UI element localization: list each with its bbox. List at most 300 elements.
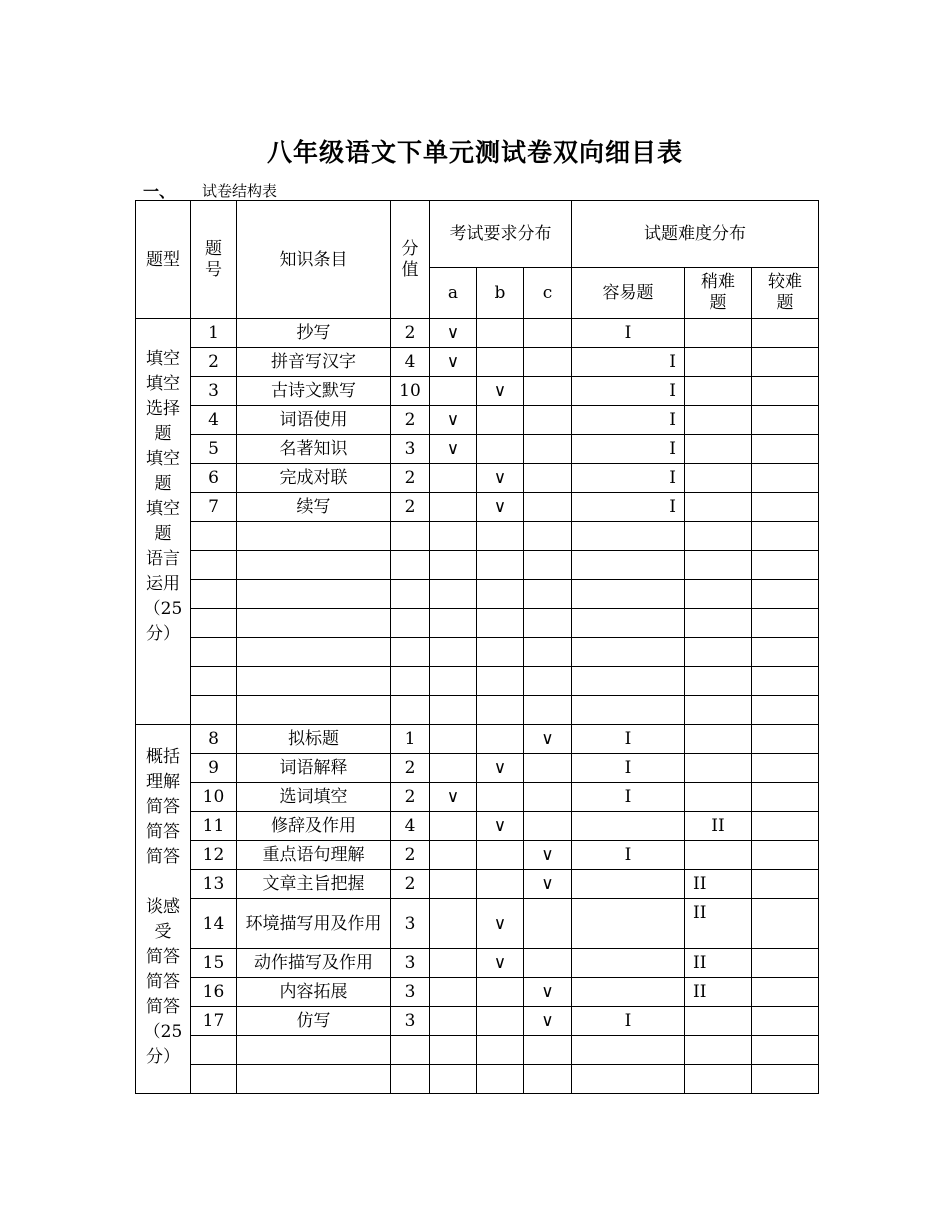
- difficulty-easy: I: [572, 377, 685, 406]
- difficulty-hard: [752, 493, 819, 522]
- empty-cell: [752, 1036, 819, 1065]
- empty-cell: [752, 696, 819, 725]
- empty-cell: [752, 522, 819, 551]
- table-row: [136, 377, 819, 406]
- header-hard: [752, 268, 819, 319]
- req-a-mark: ∨: [430, 348, 477, 377]
- category-line: 简答: [146, 847, 180, 867]
- empty-cell: [430, 580, 477, 609]
- table-row: [136, 783, 819, 812]
- empty-cell: [191, 580, 237, 609]
- category-line: 受: [154, 922, 172, 942]
- difficulty-easy: I: [572, 319, 685, 348]
- req-b-mark: ∨: [477, 812, 524, 841]
- difficulty-easy: I: [572, 841, 685, 870]
- question-number: 7: [191, 493, 237, 522]
- req-c-mark: ∨: [524, 1007, 572, 1036]
- req-a-mark: [430, 464, 477, 493]
- empty-cell: [391, 696, 430, 725]
- empty-cell: [572, 551, 685, 580]
- question-number: 10: [191, 783, 237, 812]
- header-score-text: 分值: [401, 238, 419, 280]
- difficulty-medium: [685, 377, 752, 406]
- difficulty-easy: I: [572, 1007, 685, 1036]
- req-c-mark: ∨: [524, 978, 572, 1007]
- empty-cell: [237, 1065, 391, 1094]
- difficulty-medium: II: [685, 812, 752, 841]
- difficulty-hard: [752, 841, 819, 870]
- difficulty-easy: I: [572, 406, 685, 435]
- table-row: [136, 899, 819, 949]
- empty-cell: [524, 638, 572, 667]
- difficulty-hard: [752, 783, 819, 812]
- empty-cell: [191, 1065, 237, 1094]
- question-number: 1: [191, 319, 237, 348]
- question-number: 12: [191, 841, 237, 870]
- difficulty-hard: [752, 812, 819, 841]
- difficulty-hard: [752, 319, 819, 348]
- req-b-mark: [477, 725, 524, 754]
- question-number: 16: [191, 978, 237, 1007]
- difficulty-medium: [685, 435, 752, 464]
- category-line: （25: [143, 1022, 183, 1042]
- category-line: 概括: [146, 747, 180, 767]
- category-line: [136, 870, 190, 895]
- score-value: 10: [391, 377, 430, 406]
- difficulty-easy: [572, 949, 685, 978]
- header-medium: [685, 268, 752, 319]
- question-number: 11: [191, 812, 237, 841]
- empty-cell: [572, 580, 685, 609]
- req-a-mark: [430, 978, 477, 1007]
- category-line: 填空: [146, 499, 180, 519]
- req-c-mark: [524, 406, 572, 435]
- empty-cell: [430, 667, 477, 696]
- knowledge-item: 动作描写及作用: [237, 949, 391, 978]
- question-number: 3: [191, 377, 237, 406]
- difficulty-hard: [752, 406, 819, 435]
- req-b-mark: ∨: [477, 464, 524, 493]
- empty-cell: [391, 580, 430, 609]
- question-number: 15: [191, 949, 237, 978]
- difficulty-hard: [752, 464, 819, 493]
- category-line: （25: [143, 599, 183, 619]
- difficulty-medium: [685, 1007, 752, 1036]
- knowledge-item: 修辞及作用: [237, 812, 391, 841]
- table-row: [136, 348, 819, 377]
- score-value: 3: [391, 949, 430, 978]
- empty-cell: [572, 1065, 685, 1094]
- req-a-mark: [430, 493, 477, 522]
- difficulty-medium: [685, 464, 752, 493]
- req-b-mark: [477, 870, 524, 899]
- empty-cell: [430, 696, 477, 725]
- table-row-empty: [136, 1036, 819, 1065]
- score-value: 2: [391, 870, 430, 899]
- knowledge-item: 重点语句理解: [237, 841, 391, 870]
- empty-cell: [752, 551, 819, 580]
- header-medium-text: 稍难题: [701, 272, 735, 313]
- difficulty-easy: I: [572, 754, 685, 783]
- question-number: 8: [191, 725, 237, 754]
- empty-cell: [572, 696, 685, 725]
- header-type: 题型: [136, 201, 191, 319]
- difficulty-easy: [572, 899, 685, 949]
- req-a-mark: [430, 754, 477, 783]
- empty-cell: [685, 1036, 752, 1065]
- difficulty-medium: II: [685, 949, 752, 978]
- difficulty-hard: [752, 754, 819, 783]
- empty-cell: [237, 551, 391, 580]
- score-value: 2: [391, 841, 430, 870]
- category-line: 填空: [146, 449, 180, 469]
- header-score: [391, 201, 430, 319]
- empty-cell: [237, 609, 391, 638]
- difficulty-hard: [752, 870, 819, 899]
- empty-cell: [685, 696, 752, 725]
- category-line: 题: [154, 474, 172, 494]
- category-line: 简答: [146, 972, 180, 992]
- empty-cell: [524, 580, 572, 609]
- empty-cell: [524, 1036, 572, 1065]
- table-row-empty: [136, 580, 819, 609]
- empty-cell: [477, 551, 524, 580]
- req-b-mark: [477, 406, 524, 435]
- empty-cell: [477, 638, 524, 667]
- score-value: 3: [391, 1007, 430, 1036]
- empty-cell: [524, 609, 572, 638]
- difficulty-medium: [685, 841, 752, 870]
- score-value: 2: [391, 319, 430, 348]
- difficulty-hard: [752, 899, 819, 949]
- header-b: b: [477, 268, 524, 319]
- difficulty-easy: I: [572, 464, 685, 493]
- empty-cell: [524, 522, 572, 551]
- empty-cell: [237, 1036, 391, 1065]
- empty-cell: [572, 522, 685, 551]
- question-number: 2: [191, 348, 237, 377]
- difficulty-medium: [685, 406, 752, 435]
- req-c-mark: [524, 493, 572, 522]
- empty-cell: [524, 667, 572, 696]
- empty-cell: [524, 551, 572, 580]
- score-value: 4: [391, 348, 430, 377]
- empty-cell: [191, 696, 237, 725]
- empty-cell: [477, 580, 524, 609]
- empty-cell: [430, 609, 477, 638]
- req-a-mark: ∨: [430, 406, 477, 435]
- empty-cell: [237, 667, 391, 696]
- question-number: 17: [191, 1007, 237, 1036]
- category-line: 填空: [146, 374, 180, 394]
- req-c-mark: ∨: [524, 870, 572, 899]
- difficulty-easy: [572, 978, 685, 1007]
- header-easy: 容易题: [572, 268, 685, 319]
- empty-cell: [191, 609, 237, 638]
- difficulty-easy: I: [572, 348, 685, 377]
- req-a-mark: [430, 899, 477, 949]
- req-a-mark: [430, 377, 477, 406]
- empty-cell: [191, 522, 237, 551]
- score-value: 3: [391, 899, 430, 949]
- table-row: [136, 493, 819, 522]
- header-question-number: [191, 201, 237, 319]
- difficulty-hard: [752, 725, 819, 754]
- knowledge-item: 文章主旨把握: [237, 870, 391, 899]
- knowledge-item: 词语使用: [237, 406, 391, 435]
- req-c-mark: [524, 949, 572, 978]
- empty-cell: [191, 551, 237, 580]
- knowledge-item: 内容拓展: [237, 978, 391, 1007]
- empty-cell: [572, 1036, 685, 1065]
- category-line: 运用: [146, 574, 180, 594]
- empty-cell: [391, 609, 430, 638]
- table-row-empty: [136, 1065, 819, 1094]
- table-row-empty: [136, 696, 819, 725]
- req-a-mark: ∨: [430, 783, 477, 812]
- knowledge-item: 词语解释: [237, 754, 391, 783]
- req-a-mark: [430, 841, 477, 870]
- header-knowledge-item: 知识条目: [237, 201, 391, 319]
- category-language-use: [136, 319, 191, 725]
- category-line: 题: [154, 524, 172, 544]
- req-a-mark: [430, 1007, 477, 1036]
- difficulty-easy: [572, 870, 685, 899]
- req-a-mark: [430, 812, 477, 841]
- req-b-mark: [477, 435, 524, 464]
- category-line: 语言: [146, 549, 180, 569]
- req-b-mark: ∨: [477, 899, 524, 949]
- category-line: 简答: [146, 947, 180, 967]
- empty-cell: [430, 551, 477, 580]
- req-c-mark: [524, 319, 572, 348]
- knowledge-item: 完成对联: [237, 464, 391, 493]
- empty-cell: [477, 1065, 524, 1094]
- category-line: 分）: [146, 1047, 180, 1067]
- question-number: 6: [191, 464, 237, 493]
- empty-cell: [191, 1036, 237, 1065]
- table-row-empty: [136, 638, 819, 667]
- empty-cell: [572, 638, 685, 667]
- knowledge-item: 古诗文默写: [237, 377, 391, 406]
- table-row-empty: [136, 522, 819, 551]
- empty-cell: [391, 1036, 430, 1065]
- empty-cell: [237, 522, 391, 551]
- score-value: 2: [391, 754, 430, 783]
- req-c-mark: [524, 435, 572, 464]
- difficulty-medium: [685, 493, 752, 522]
- empty-cell: [685, 667, 752, 696]
- empty-cell: [237, 638, 391, 667]
- difficulty-medium: II: [685, 870, 752, 899]
- knowledge-item: 抄写: [237, 319, 391, 348]
- difficulty-easy: I: [572, 783, 685, 812]
- difficulty-medium: [685, 725, 752, 754]
- difficulty-hard: [752, 377, 819, 406]
- req-a-mark: ∨: [430, 435, 477, 464]
- difficulty-hard: [752, 1007, 819, 1036]
- req-b-mark: ∨: [477, 949, 524, 978]
- table-row-empty: [136, 609, 819, 638]
- req-c-mark: [524, 812, 572, 841]
- table-row-empty: [136, 667, 819, 696]
- req-c-mark: [524, 783, 572, 812]
- score-value: 3: [391, 978, 430, 1007]
- req-b-mark: [477, 1007, 524, 1036]
- empty-cell: [752, 1065, 819, 1094]
- score-value: 4: [391, 812, 430, 841]
- empty-cell: [191, 638, 237, 667]
- empty-cell: [477, 667, 524, 696]
- empty-cell: [685, 551, 752, 580]
- document-title: 八年级语文下单元测试卷双向细目表: [266, 138, 683, 167]
- question-number: 5: [191, 435, 237, 464]
- empty-cell: [685, 609, 752, 638]
- empty-cell: [685, 1065, 752, 1094]
- category-line: 简答: [146, 997, 180, 1017]
- req-a-mark: [430, 725, 477, 754]
- knowledge-item: 拼音写汉字: [237, 348, 391, 377]
- category-line: 题: [154, 424, 172, 444]
- difficulty-easy: I: [572, 725, 685, 754]
- knowledge-item: 续写: [237, 493, 391, 522]
- category-line: 填空: [146, 349, 180, 369]
- difficulty-medium: [685, 783, 752, 812]
- difficulty-hard: [752, 978, 819, 1007]
- difficulty-hard: [752, 435, 819, 464]
- difficulty-easy: I: [572, 493, 685, 522]
- section-title: 试卷结构表: [202, 182, 278, 200]
- knowledge-item: 选词填空: [237, 783, 391, 812]
- score-value: 2: [391, 406, 430, 435]
- knowledge-item: 仿写: [237, 1007, 391, 1036]
- knowledge-item: 拟标题: [237, 725, 391, 754]
- empty-cell: [477, 609, 524, 638]
- empty-cell: [237, 696, 391, 725]
- req-a-mark: ∨: [430, 319, 477, 348]
- req-b-mark: ∨: [477, 754, 524, 783]
- empty-cell: [430, 638, 477, 667]
- req-c-mark: ∨: [524, 841, 572, 870]
- empty-cell: [430, 1065, 477, 1094]
- empty-cell: [524, 1065, 572, 1094]
- header-a: a: [430, 268, 477, 319]
- empty-cell: [391, 1065, 430, 1094]
- req-b-mark: [477, 783, 524, 812]
- question-number: 4: [191, 406, 237, 435]
- table-row: [136, 464, 819, 493]
- table-row: [136, 1007, 819, 1036]
- table-row: [136, 319, 819, 348]
- score-value: 2: [391, 464, 430, 493]
- difficulty-easy: [572, 812, 685, 841]
- table-row: [136, 841, 819, 870]
- empty-cell: [391, 551, 430, 580]
- empty-cell: [237, 580, 391, 609]
- knowledge-item: 名著知识: [237, 435, 391, 464]
- empty-cell: [430, 1036, 477, 1065]
- section-number: 一、: [143, 182, 176, 201]
- req-c-mark: ∨: [524, 725, 572, 754]
- table-row: [136, 406, 819, 435]
- empty-cell: [477, 1036, 524, 1065]
- empty-cell: [752, 609, 819, 638]
- table-row: [136, 949, 819, 978]
- req-b-mark: [477, 978, 524, 1007]
- req-c-mark: [524, 348, 572, 377]
- req-b-mark: [477, 348, 524, 377]
- table-row: [136, 725, 819, 754]
- score-value: 3: [391, 435, 430, 464]
- difficulty-medium: [685, 319, 752, 348]
- empty-cell: [752, 580, 819, 609]
- req-b-mark: ∨: [477, 493, 524, 522]
- question-number: 9: [191, 754, 237, 783]
- req-b-mark: [477, 319, 524, 348]
- req-c-mark: [524, 377, 572, 406]
- header-c: c: [524, 268, 572, 319]
- difficulty-medium: II: [685, 978, 752, 1007]
- table-row-empty: [136, 551, 819, 580]
- category-line: 谈感: [146, 897, 180, 917]
- difficulty-medium: [685, 754, 752, 783]
- empty-cell: [752, 667, 819, 696]
- empty-cell: [391, 638, 430, 667]
- question-number: 13: [191, 870, 237, 899]
- category-line: 简答: [146, 797, 180, 817]
- score-value: 2: [391, 783, 430, 812]
- header-difficulty: 试题难度分布: [572, 201, 819, 268]
- empty-cell: [752, 638, 819, 667]
- empty-cell: [524, 696, 572, 725]
- table-row: [136, 870, 819, 899]
- question-number: 14: [191, 899, 237, 949]
- req-b-mark: [477, 841, 524, 870]
- score-value: 2: [391, 493, 430, 522]
- structure-table: [135, 200, 819, 1094]
- req-c-mark: [524, 899, 572, 949]
- category-line: 分）: [146, 624, 180, 644]
- category-line: 选择: [146, 399, 180, 419]
- table-row: [136, 812, 819, 841]
- req-c-mark: [524, 464, 572, 493]
- empty-cell: [477, 522, 524, 551]
- req-a-mark: [430, 949, 477, 978]
- category-line: 简答: [146, 822, 180, 842]
- empty-cell: [685, 638, 752, 667]
- empty-cell: [391, 522, 430, 551]
- empty-cell: [572, 609, 685, 638]
- empty-cell: [430, 522, 477, 551]
- category-line: 理解: [146, 772, 180, 792]
- empty-cell: [685, 580, 752, 609]
- req-c-mark: [524, 754, 572, 783]
- empty-cell: [685, 522, 752, 551]
- difficulty-medium: [685, 348, 752, 377]
- difficulty-easy: I: [572, 435, 685, 464]
- header-requirement: 考试要求分布: [430, 201, 572, 268]
- category-reading: [136, 725, 191, 1094]
- empty-cell: [391, 667, 430, 696]
- table-row: [136, 754, 819, 783]
- req-a-mark: [430, 870, 477, 899]
- empty-cell: [572, 667, 685, 696]
- empty-cell: [477, 696, 524, 725]
- difficulty-hard: [752, 949, 819, 978]
- header-hard-text: 较难题: [768, 272, 802, 313]
- knowledge-item: 环境描写用及作用: [237, 899, 391, 949]
- header-num-text: 题号: [205, 238, 222, 280]
